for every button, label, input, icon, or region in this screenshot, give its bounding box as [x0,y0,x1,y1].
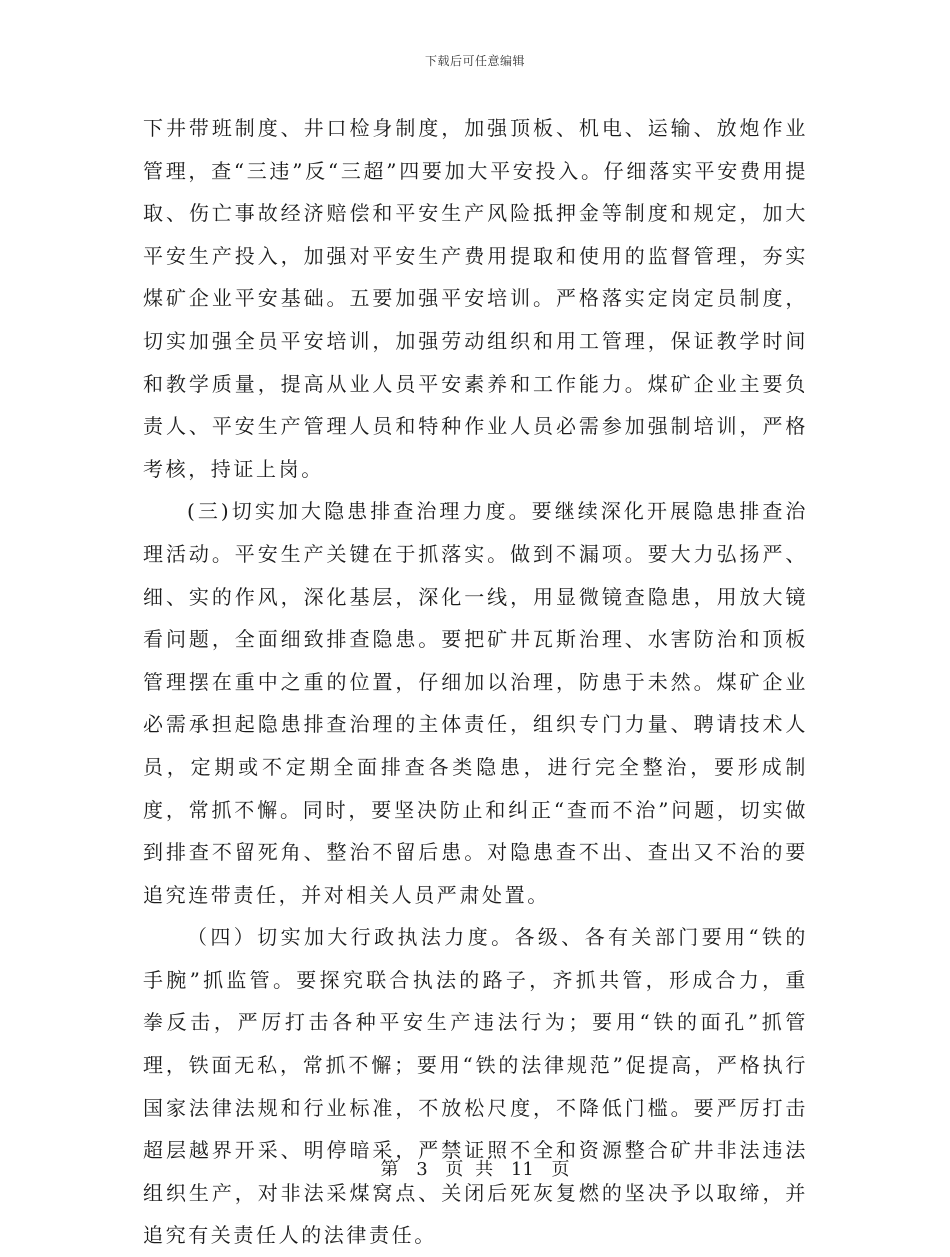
footer-page-total: 11 [510,1159,534,1180]
paragraph-section-three: (三)切实加大隐患排查治理力度。要继续深化开展隐患排查治理活动。平安生产关键在于抓落实。做到不漏项。要大力弘扬严、细、实的作风，深化基层，深化一线，用显微镜查隐患，用放大镜看问题，全面细致排查隐患。要把矿井瓦斯治理、水害防治和顶板管理摆在重中之重的位置，仔细加以治理，防患于未然。煤矿企业必需承担起隐患排查治理的主体责任，组织专门力量、聘请技术人员，定期或不定期全面排查各类隐患，进行完全整治，要形成制度，常抓不懈。同时，要坚决防止和纠正“查而不治”问题，切实做到排查不留死角、整治不留后患。对隐患查不出、查出又不治的要追究连带责任，并对相关人员严肃处置。 [143,499,808,907]
page-footer [0,1155,950,1181]
document-body [143,107,808,1257]
paragraph-continuation: 下井带班制度、井口检身制度，加强顶板、机电、运输、放炮作业管理，查“三违”反“三超”四要加大平安投入。仔细落实平安费用提取、伤亡事故经济赔偿和平安生产风险抵押金等制度和规定，加大平安生产投入，加强对平安生产费用提取和使用的监督管理，夯实煤矿企业平安基础。五要加强平安培训。严格落实定岗定员制度，切实加强全员平安培训，加强劳动组织和用工管理，保证教学时间和教学质量，提高从业人员平安素养和工作能力。煤矿企业主要负责人、平安生产管理人员和特种作业人员必需参加强制培训，严格考核，持证上岗。 [143,116,808,481]
header-note: 下载后可任意编辑 [424,54,525,68]
footer-suffix: 页 [551,1159,570,1180]
footer-middle: 页 共 [445,1159,494,1180]
paragraph-section-four: （四）切实加大行政执法力度。各级、各有关部门要用“铁的手腕”抓监管。要探究联合执法的路子，齐抓共管，形成合力，重拳反击，严厉打击各种平安生产违法行为；要用“铁的面孔”抓管理，铁面无私，常抓不懈；要用“铁的法律规范”促提高，严格执行国家法律法规和行业标准，不放松尺度，不降低门槛。要严厉打击超层越界开采、明停暗采，严禁证照不全和资源整合矿井非法违法组织生产，对非法采煤窝点、关闭后死灰复燃的坚决予以取缔，并追究有关责任人的法律责任。 [143,925,808,1248]
footer-page-current: 3 [416,1159,428,1180]
footer-prefix: 第 [380,1159,399,1180]
